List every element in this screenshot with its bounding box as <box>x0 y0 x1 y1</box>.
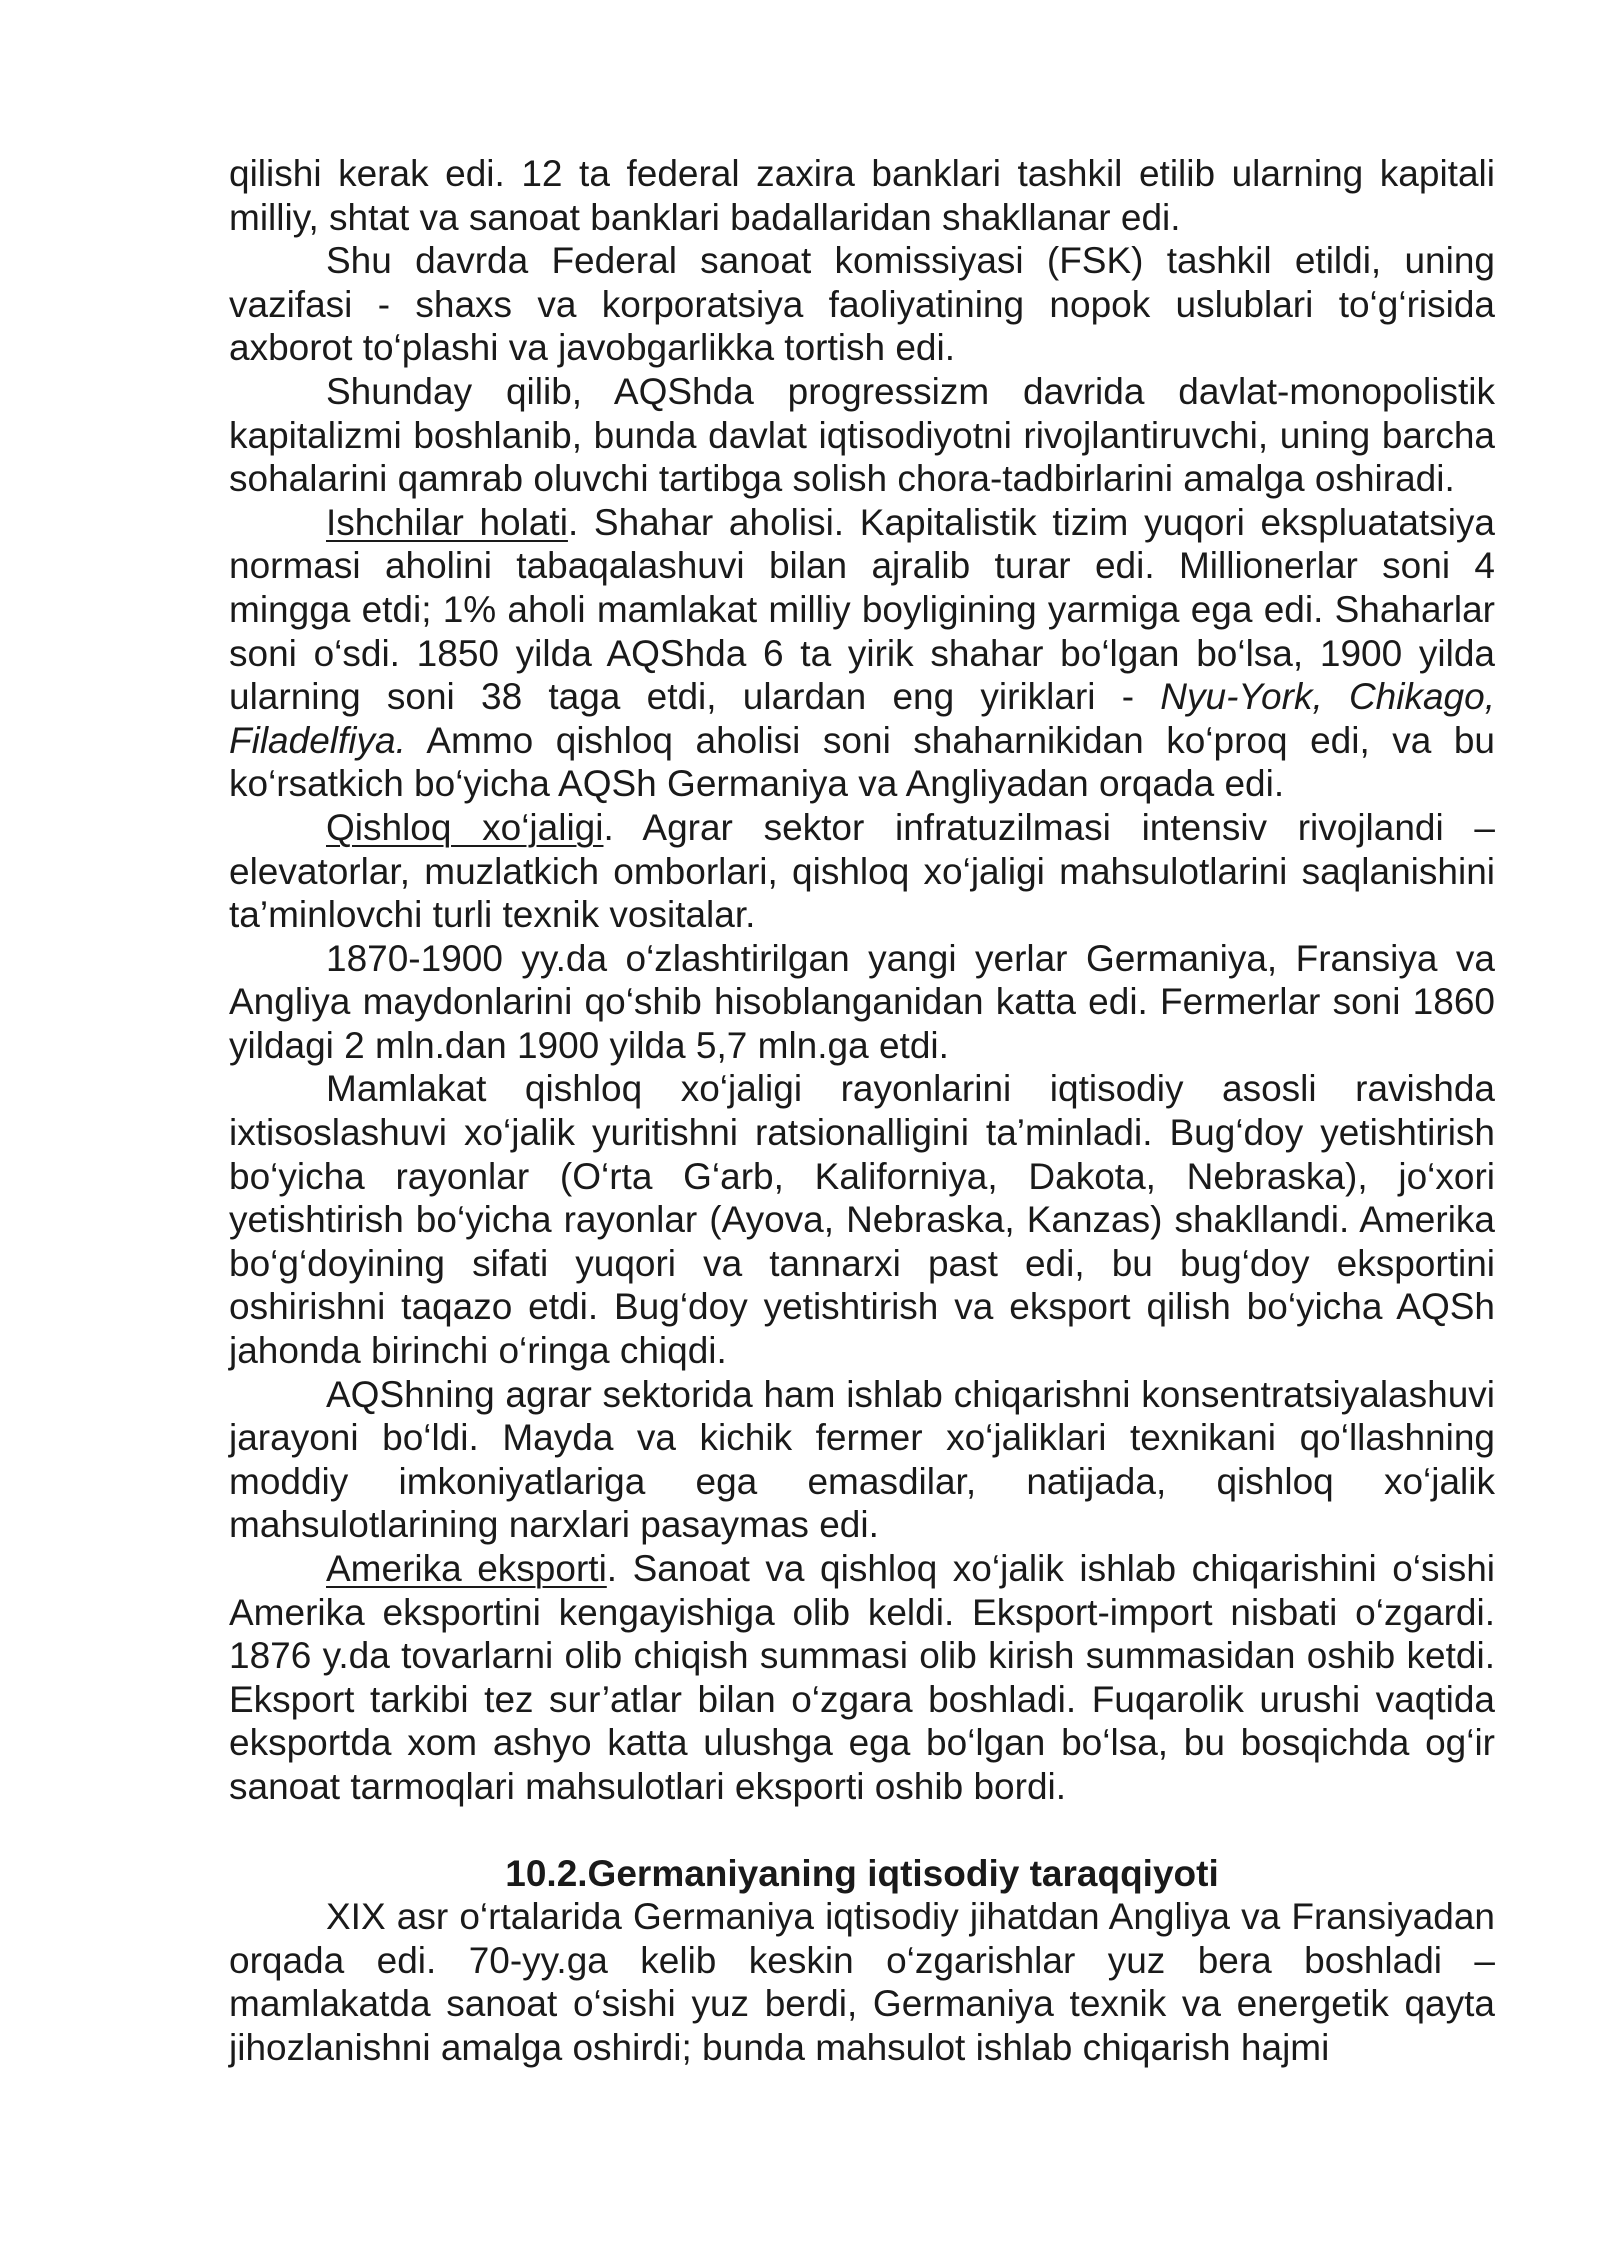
paragraph-new-lands: 1870-1900 yy.da o‘zlashtirilgan yangi yerlar Germaniya, Fransiya va Angliya maydonlarini qo‘shib hisoblanganidan katta edi. Fermerlar soni 1860 yildagi 2 mln.dan 1900 yilda 5,7 mln.ga etdi. <box>229 937 1495 1066</box>
paragraph-export <box>229 1547 1495 1809</box>
paragraph-concentration: AQShning agrar sektorida ham ishlab chiqarishni konsentratsiyalashuvi jarayoni bo‘ldi. Mayda va kichik fermer xo‘jaliklari texnikani qo‘llashning moddiy imkoniyatlariga ega emasdilar, natijada, qishloq xo‘jalik mahsulotlarining narxlari pasaymas edi. <box>229 1373 1495 1546</box>
paragraph-federal-reserve: qilishi kerak edi. 12 ta federal zaxira banklari tashkil etilib ularning kapitali milliy, shtat va sanoat banklari badallaridan shakllanar edi. <box>229 153 1495 238</box>
text-workers-b: Ammo qishloq aholisi soni shaharnikidan ko‘proq edi, va bu ko‘rsatkich bo‘yicha AQSh Germaniya va Angliyadan orqada edi. <box>229 719 1495 805</box>
paragraph-fsk: Shu davrda Federal sanoat komissiyasi (FSK) tashkil etildi, uning vazifasi - shaxs va korporatsiya faoliyatining nopok uslublari to‘g‘risida axborot to‘plashi va javobgarlikka tortish edi. <box>229 240 1495 369</box>
paragraph-progressivism: Shunday qilib, AQShda progressizm davrida davlat-monopolistik kapitalizmi boshlanib, bunda davlat iqtisodiyotni rivojlantiruvchi, uning barcha sohalarini qamrab oluvchi tartibga solish chora-tadbirlarini amalga oshiradi. <box>229 370 1495 500</box>
paragraph-specialization: Mamlakat qishloq xo‘jaligi rayonlarini iqtisodiy asosli ravishda ixtisoslashuvi xo‘jalik yuritishni ratsionalligini ta’minladi. Bug‘doy yetishtirish bo‘yicha rayonlar (O‘rta G‘arb, Kaliforniya, Dakota, Nebraska), jo‘xori yetishtirish bo‘yicha rayonlar (Ayova, Nebraska, Kanzas) shakllandi. Amerika bo‘g‘doyining sifati yuqori va tannarxi past edi, bu bug‘doy eksportini oshirishni taqazo etdi. Bug‘doy yetishtirish va eksport qilish bo‘yicha AQSh jahonda birinchi o‘ringa chiqdi. <box>229 1068 1495 1372</box>
text-agriculture: . Agrar sektor infratuzilmasi intensiv rivojlandi – elevatorlar, muzlatkich omborlari, qishloq xo‘jaligi mahsulotlarini saqlanishini ta’minlovchi turli texnik vositalar. <box>229 806 1495 936</box>
paragraph-agriculture <box>229 806 1495 937</box>
text-cities: Nyu-York, Chikago, Filadelfiya. <box>229 676 1495 761</box>
text-workers-a: . Shahar aholisi. Kapitalistik tizim yuqori ekspluatatsiya normasi aholini tabaqalashuvi bilan ajralib turar edi. Millionerlar soni 4 mingga etdi; 1% aholi mamlakat milliy boyligining yarmiga ega edi. Shaharlar soni o‘sdi. 1850 yilda AQShda 6 ta yirik shahar bo‘lgan bo‘lsa, 1900 yilda ularning soni 38 taga etdi, ulardan eng yiriklari - <box>229 501 1496 718</box>
paragraph-workers <box>229 501 1495 806</box>
section-title: 10.2.Germaniyaning iqtisodiy taraqqiyoti <box>505 1852 1219 1894</box>
paragraph-germany: XIX asr o‘rtalarida Germaniya iqtisodiy jihatdan Angliya va Fransiyadan orqada edi. 70-yy.ga kelib keskin o‘zgarishlar yuz bera boshladi – mamlakatda sanoat o‘sishi yuz berdi, Germaniya texnik va energetik qayta jihozlanishni amalga oshirdi; bunda mahsulot ishlab chiqarish hajmi <box>229 1896 1495 2068</box>
text-export: . Sanoat va qishloq xo‘jalik ishlab chiqarishini o‘sishi Amerika eksportini kengayishiga olib keldi. Eksport-import nisbati o‘zgardi. 1876 y.da tovarlarni olib chiqish summasi olib kirish summasidan oshib ketdi. Eksport tarkibi tez sur’atlar bilan o‘zgara boshladi. Fuqarolik urushi vaqtida eksportda xom ashyo katta ulushga ega bo‘lgan bo‘lsa, bu bosqichda og‘ir sanoat tarmoqlari mahsulotlari eksporti oshib bordi. <box>229 1548 1496 1807</box>
heading-workers: Ishchilar holati <box>326 501 568 543</box>
document-page <box>229 152 1495 2070</box>
heading-agriculture: Qishloq xo‘jaligi <box>326 806 604 848</box>
heading-export: Amerika eksporti <box>326 1548 607 1589</box>
